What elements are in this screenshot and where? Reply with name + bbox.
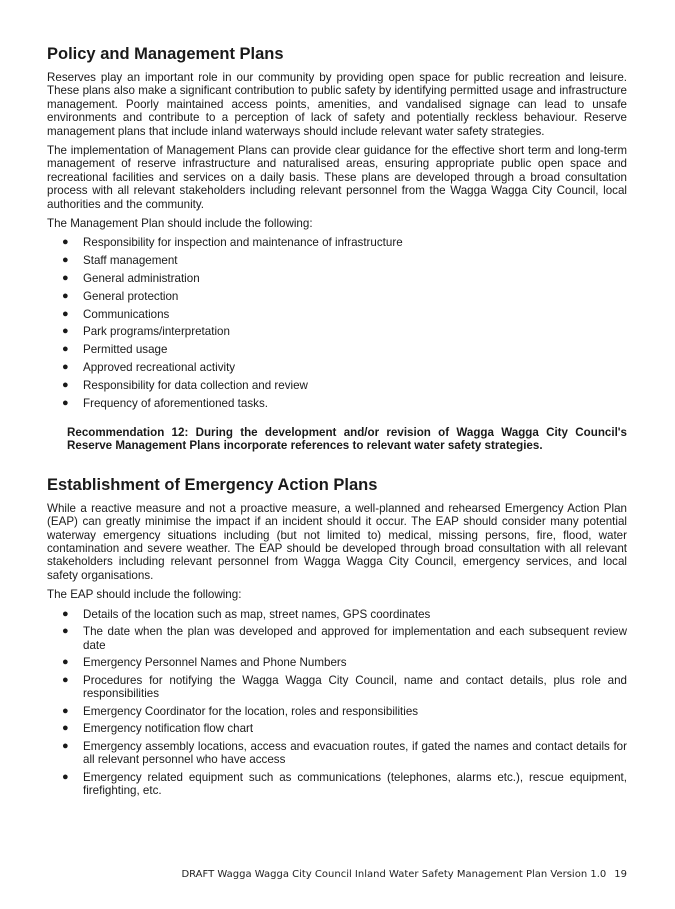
bullet-icon: ●: [62, 361, 69, 374]
list-item: ● General administration: [62, 272, 200, 286]
paragraph: The implementation of Management Plans can provide clear guidance for the effective short term and long-term management of reserve infrastructure and naturalised areas, ensuring appropriate public open space and recreational facilities and services on a daily basis. These plans are developed through a broad consultation process with all relevant stakeholders including relevant personnel from the Wagga Wagga City Council, local authorities and the community.: [47, 144, 627, 211]
bullet-icon: ●: [62, 325, 69, 338]
bullet-icon: ●: [62, 771, 69, 784]
list-item: ● Emergency Personnel Names and Phone Numbers: [62, 656, 347, 670]
bullet-icon: ●: [62, 673, 69, 686]
paragraph: Reserves play an important role in our community by providing open space for public recreation and leisure. These plans also make a significant contribution to public safety by identifying permitted usage and infrastructure management. Poorly maintained access points, amenities, and vandalised signage can lead to unsafe environments and contribute to a perception of lack of safety and potentially reckless behaviour. Reserve management plans that include inland waterways should include relevant water safety strategies.: [47, 71, 627, 138]
eap-list: [47, 608, 627, 798]
list-item: ● Procedures for notifying the Wagga Wagga City Council, name and contact details, plus role and responsibilities: [62, 673, 627, 701]
management-plan-list: [47, 236, 627, 410]
recommendation-12: Recommendation 12: During the development and/or revision of Wagga Wagga City Council's Reserve Management Plans incorporate references to relevant water safety strategies.: [67, 426, 627, 453]
list-item: ● Frequency of aforementioned tasks.: [62, 396, 268, 410]
paragraph: While a reactive measure and not a proactive measure, a well-planned and rehearsed Emergency Action Plan (EAP) can greatly minimise the impact if an incident should it occur. The EAP should consider many potential waterway emergency situations including (but not limited to) medical, missing persons, fire, flood, water contamination and severe weather. The EAP should be developed through broad consultation with all relevant stakeholders including relevant personnel from Wagga Wagga City Council, emergency services, and local safety organisations.: [47, 501, 627, 582]
list-item: ● Emergency Coordinator for the location, roles and responsibilities: [62, 704, 419, 718]
paragraph: The Management Plan should include the following:: [47, 217, 313, 231]
bullet-icon: ●: [62, 740, 69, 753]
bullet-icon: ●: [62, 378, 69, 391]
bullet-icon: ●: [62, 396, 69, 409]
list-item: ● Communications: [62, 307, 170, 321]
list-item: ● Staff management: [62, 254, 178, 268]
page-footer: [181, 869, 627, 880]
list-item: ● Responsibility for data collection and review: [62, 378, 308, 392]
bullet-icon: ●: [62, 254, 69, 267]
bullet-icon: ●: [62, 607, 69, 620]
section-heading-emergency: Establishment of Emergency Action Plans: [47, 475, 378, 494]
paragraph: The EAP should include the following:: [47, 588, 242, 602]
bullet-icon: ●: [62, 289, 69, 302]
bullet-icon: ●: [62, 307, 69, 320]
bullet-icon: ●: [62, 343, 69, 356]
bullet-icon: ●: [62, 272, 69, 285]
list-item: ● Park programs/interpretation: [62, 325, 230, 339]
list-item: ● Emergency assembly locations, access and evacuation routes, if gated the names and contact details for all relevant personnel who have access: [62, 740, 627, 767]
list-item: ● General protection: [62, 289, 179, 303]
list-item: ● Approved recreational activity: [62, 361, 236, 375]
section-heading-policy: Policy and Management Plans: [47, 45, 284, 63]
list-item: ● Emergency related equipment such as communications (telephones, alarms etc.), rescue equipment, firefighting, etc.: [62, 771, 627, 798]
document-page: [47, 44, 627, 802]
bullet-icon: ●: [62, 722, 69, 735]
list-item: ● Permitted usage: [62, 343, 168, 357]
page-number: 19: [614, 869, 627, 880]
list-item: ● Responsibility for inspection and maintenance of infrastructure: [62, 236, 403, 250]
list-item: ● The date when the plan was developed and approved for implementation and each subsequent review date: [62, 625, 627, 652]
list-item: ● Emergency notification flow chart: [62, 722, 254, 736]
bullet-icon: ●: [62, 704, 69, 717]
bullet-icon: ●: [62, 625, 69, 638]
bullet-icon: ●: [62, 236, 69, 249]
bullet-icon: ●: [62, 656, 69, 669]
list-item: ● Details of the location such as map, street names, GPS coordinates: [62, 607, 431, 621]
footer-text: DRAFT Wagga Wagga City Council Inland Water Safety Management Plan Version 1.0: [181, 869, 607, 880]
